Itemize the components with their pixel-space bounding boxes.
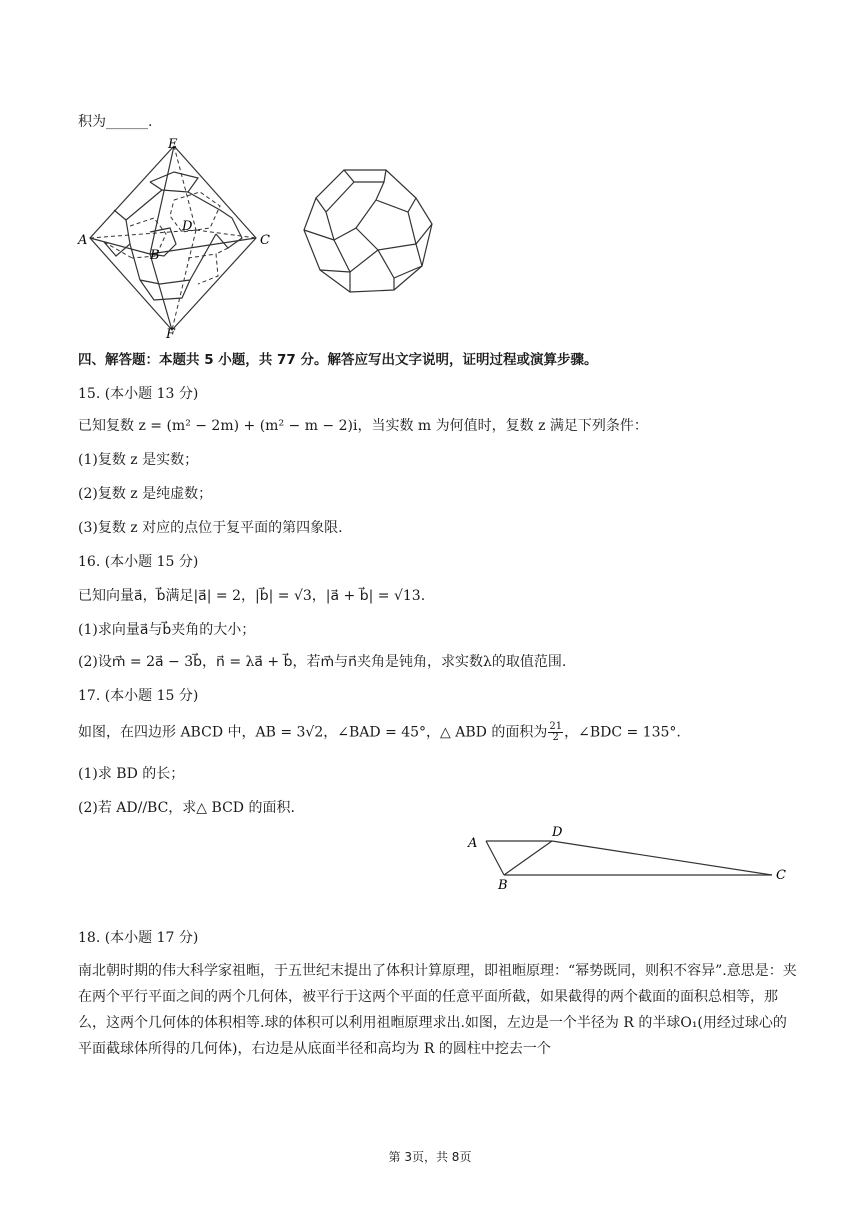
q17-fraction [548,722,563,743]
q18-paragraph: 南北朝时期的伟大科学家祖暅，于五世纪末提出了体积计算原理，即祖暅原理：“幂势既同，则积不容异”.意思是：夹在两个平行平面之间的两个几何体，被平行于这两个平面的任意平面所截，如果截得的两个截面的面积总相等，那么，这两个几何体的体积相等.球的体积可以利用祖暅原理求出.如图，左边是一个半径为 R 的半球O₁(用经过球心的平面截球体所得的几何体)，右边是从底面半径和高均为 R 的圆柱中挖去一个 [78,963,797,1057]
q17-stem-b: ，∠BDC = 135°. [564,724,681,741]
fig17-label-c: C [776,868,786,883]
fig17-label-a: A [468,836,478,851]
q17-stem [78,722,681,743]
q17-frac-num: 21 [549,721,563,732]
q17-frac-den: 2 [552,732,559,743]
octahedron-figure [70,134,280,342]
label-a: A [78,233,88,248]
q17-stem-a: 如图，在四边形 ABCD 中，AB = 3√2，∠BAD = 45°，△ ABD 的面积为 [78,724,548,741]
q15-header: 15. (本小题 13 分) [78,386,199,402]
label-f: F [166,327,176,342]
quadrilateral-figure [462,820,792,894]
q16-stem: 已知向量a⃗，b⃗满足|a⃗| = 2，|b⃗| = √3，|a⃗ + b⃗| = √13. [78,588,426,604]
q16-part2: (2)设m⃗ = 2a⃗ − 3b⃗，n⃗ = λa⃗ + b⃗，若m⃗与n⃗夹角是钝角，求实数λ的取值范围. [78,654,567,670]
section-header: 四、解答题：本题共 5 小题，共 77 分。解答应写出文字说明，证明过程或演算步骤。 [78,352,598,368]
truncated-polyhedron-figure [296,160,440,300]
q17-part1: (1)求 BD 的长； [78,766,185,782]
q15-part1: (1)复数 z 是实数； [78,452,199,468]
fig17-label-d: D [552,825,563,840]
page-footer: 第 3页，共 8页 [388,1150,472,1164]
q16-part1: (1)求向量a⃗与b⃗夹角的大小； [78,622,256,638]
q16-header: 16. (本小题 15 分) [78,554,199,570]
label-d: D [182,219,193,234]
q17-part2: (2)若 AD//BC，求△ BCD 的面积. [78,800,295,816]
q18-header: 18. (本小题 17 分) [78,930,199,946]
label-e: E [168,137,178,152]
fig17-label-b: B [498,878,508,893]
q15-stem: 已知复数 z = (m² − 2m) + (m² − m − 2)i，当实数 m 为何值时，复数 z 满足下列条件： [78,418,648,434]
label-c: C [260,233,270,248]
q15-part3: (3)复数 z 对应的点位于复平面的第四象限. [78,520,343,536]
top-line: 积为______. [78,114,153,130]
q15-part2: (2)复数 z 是纯虚数； [78,486,213,502]
q17-header: 17. (本小题 15 分) [78,688,199,704]
label-b: B [150,248,160,263]
